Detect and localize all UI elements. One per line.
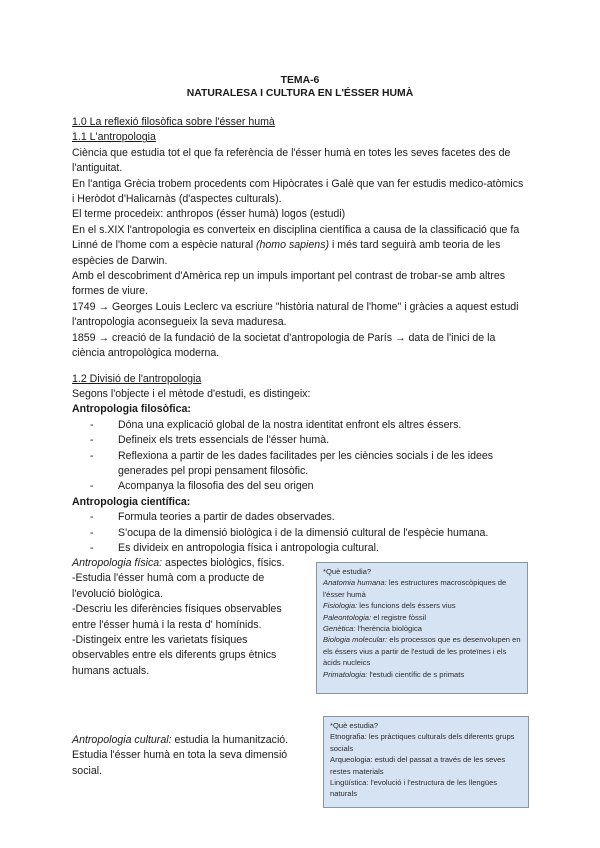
subheading-cientifica: Antropologia científica: <box>72 495 191 508</box>
paragraph: Antropologia física: aspectes biològics, físics. <box>72 557 285 569</box>
box-line: Biologia molecular: els processos que es desenvolupen en els éssers vius a partir de l'estudi de les proteïnes i els àcids nucleics <box>323 635 521 668</box>
tema-number: TEMA-6 <box>280 75 320 86</box>
paragraph: Amb el descobriment d'Amèrica rep un impuls important pel contrast de trobar-se amb altres formes de viure. <box>72 270 506 298</box>
list-cientifica <box>72 510 528 556</box>
box-line: *Què estudia? <box>323 567 372 576</box>
paragraph: -Descriu les diferències físiques observables entre l'ésser humà i la resta d' homínids. <box>72 603 282 631</box>
list-item: - Dóna una explicació global de la nostra identitat enfront els altres éssers. <box>118 418 528 433</box>
paragraph: Antropologia cultural: estudia la humanització. Estudia l'ésser humà en tota la seva dimensió social. <box>72 734 289 777</box>
paragraph: En l'antiga Grècia trobem procedents com Hipòcrates i Galè que van fer estudis medico-atòmics i Heròdot d'Halicarnàs (d'aspectes culturals). <box>72 177 524 206</box>
cultural-block <box>72 733 292 779</box>
list-item: - S'ocupa de la dimensió biològica i de la dimensió cultural de l'espècie humana. <box>118 526 528 541</box>
list-item: - Reflexiona a partir de les dades facilitades per les ciències socials i de les idees generades pel propi pensament filosòfic. <box>118 449 528 480</box>
paragraph: 1859 → creació de la fundació de la societat d'antropologia de París → data de l'inici de la ciència antropològica moderna. <box>72 331 496 360</box>
fisica-block <box>72 556 292 679</box>
document-title: NATURALESA I CULTURA EN L'ÉSSER HUMÀ <box>186 88 414 99</box>
section-heading-1-0: 1.0 La reflexió filosòfica sobre l'ésser humà <box>72 116 275 128</box>
paragraph: 1749 → Georges Louis Leclerc va escriure "història natural de l'home" i gràcies a aquest estudi l'antropologia aconsegueix la seva maduresa. <box>72 300 519 329</box>
paragraph: El terme procedeix: anthropos (ésser humà) logos (estudi) <box>72 208 346 221</box>
list-item: - Acompanya la filosofia des del seu origen <box>118 479 528 494</box>
box-line: Fisiologia: les funcions dels éssers vius <box>323 601 456 611</box>
paragraph: Ciència que estudia tot el que fa referència de l'ésser humà en totes les seves facetes des de l'antiguitat. <box>72 146 511 175</box>
box-line: Paleontologia: el registre fòssil <box>323 612 427 622</box>
box-line: Arqueologia: estudi del passat a través de les seves restes materials <box>330 755 506 776</box>
paragraph: -Estudia l'ésser humà com a producte de l'evolució biològica. <box>72 572 265 600</box>
paragraph: En el s.XIX l'antropologia es converteix en disciplina científica a causa de la classificació que fa Linné de l'home com a espècie natural (homo sapiens) i més tard seguirà amb teoria de les espècies de Darwin. <box>72 223 520 267</box>
section-heading-1-2: 1.2 Divisió de l'antropologia <box>72 372 202 385</box>
box-line: Lingüística: l'evolució i l'estructura de les llengües naturals <box>330 778 498 799</box>
paragraph: Segons l'objecte i el mètode d'estudi, es distingeix: <box>72 387 311 400</box>
cultural-info-box <box>323 716 529 808</box>
document-body <box>72 74 528 556</box>
paragraph: -Distingeix entre les varietats físiques observables entre els diferents grups ètnics humans actuals. <box>72 634 277 677</box>
box-line: Anatomia humana: les estructures macroscòpiques de l'ésser humà <box>323 578 507 599</box>
section-heading-1-1: 1.1 L'antropologia <box>72 131 156 144</box>
fisica-info-box <box>316 562 528 694</box>
box-line: Etnografia: les pràctiques culturals dels diferents grups socials <box>330 732 515 753</box>
subheading-filosofica: Antropologia filosòfica: <box>72 403 191 416</box>
list-item: - Formula teories a partir de dades observades. <box>118 510 528 525</box>
box-line: Genètica: l'herència biològica <box>323 624 422 634</box>
box-line: *Què estudia? <box>330 721 379 730</box>
list-filosofica <box>72 418 528 495</box>
list-item: - Es divideix en antropologia física i antropologia cultural. <box>118 541 528 556</box>
list-item: - Defineix els trets essencials de l'ésser humà. <box>118 433 528 448</box>
box-line: Primatologia: l'estudi científic de s primats <box>323 669 465 679</box>
